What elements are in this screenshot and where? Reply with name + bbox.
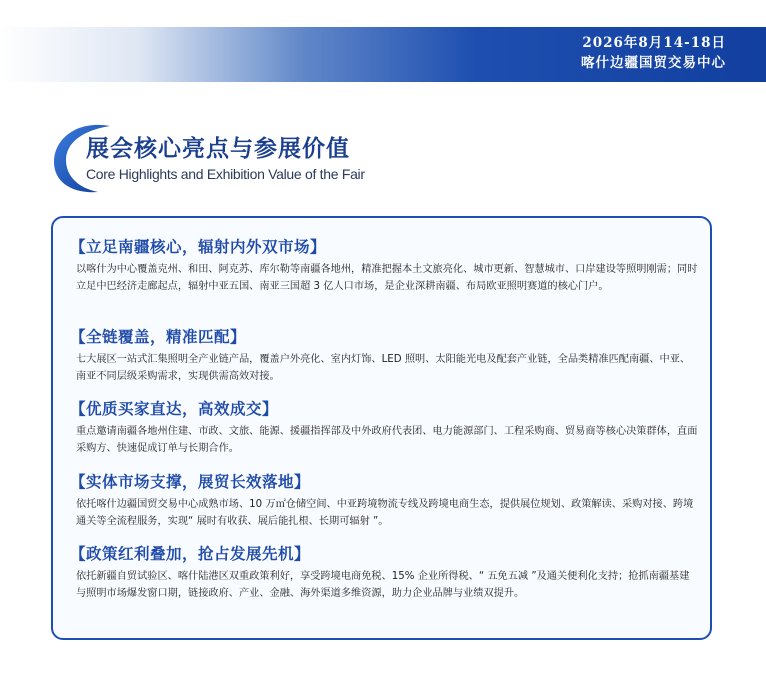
section-title: 【实体市场支撑，展贸长效落地】 [70,473,311,491]
section-body: 七大展区一站式汇集照明全产业链产品，覆盖户外亮化、室内灯饰、LED 照明、太阳能光电及配套产业链，全品类精准匹配南疆、中亚、南亚不同层级采购需求，实现供需高效对接。 [76,354,691,382]
event-date: 2026年8月14-18日 [582,35,726,51]
highlight-section [70,399,698,457]
event-venue: 喀什边疆国贸交易中心 [581,55,726,71]
highlight-section [70,544,698,602]
page-title: 展会核心亮点与参展价值 [86,136,350,162]
highlight-section [70,472,698,530]
section-title: 【优质买家直达，高效成交】 [70,400,279,418]
highlight-section [70,327,698,385]
section-body: 以喀什为中心覆盖克州、和田、阿克苏、库尔勒等南疆各地州，精准把握本土文旅亮化、城市更新、智慧城市、口岸建设等照明刚需；同时立足中巴经济走廊起点，辐射中亚五国、南亚三国超 3 亿人口市场，是企业深耕南疆、布局欧亚照明赛道的核心门户。 [76,264,698,292]
section-body: 依托喀什边疆国贸交易中心成熟市场、10 万㎡仓储空间、中亚跨境物流专线及跨境电商生态，提供展位规划、政策解读、采购对接、跨境通关等全流程服务，实现“ 展时有收获、展后能扎根、长期可辐射 ”。 [76,499,694,527]
section-title: 【立足南疆核心，辐射内外双市场】 [70,238,327,256]
section-title: 【政策红利叠加，抢占发展先机】 [70,545,311,563]
event-info [581,33,726,73]
page-subtitle: Core Highlights and Exhibition Value of the Fair [86,166,365,182]
section-title: 【全链覆盖，精准匹配】 [70,328,247,346]
section-body: 依托新疆自贸试验区、喀什陆港区双重政策利好，享受跨境电商免税、15% 企业所得税、“ 五免五减 ”及通关便利化支持；抢抓南疆基建与照明市场爆发窗口期，链接政府、产业、金融、海外渠道多维资源，助力企业品牌与业绩双提升。 [76,571,690,599]
section-body: 重点邀请南疆各地州住建、市政、文旅、能源、援疆指挥部及中外政府代表团、电力能源部门、工程采购商、贸易商等核心决策群体，直面采购方、快速促成订单与长期合作。 [76,426,698,454]
highlight-section [70,237,698,295]
